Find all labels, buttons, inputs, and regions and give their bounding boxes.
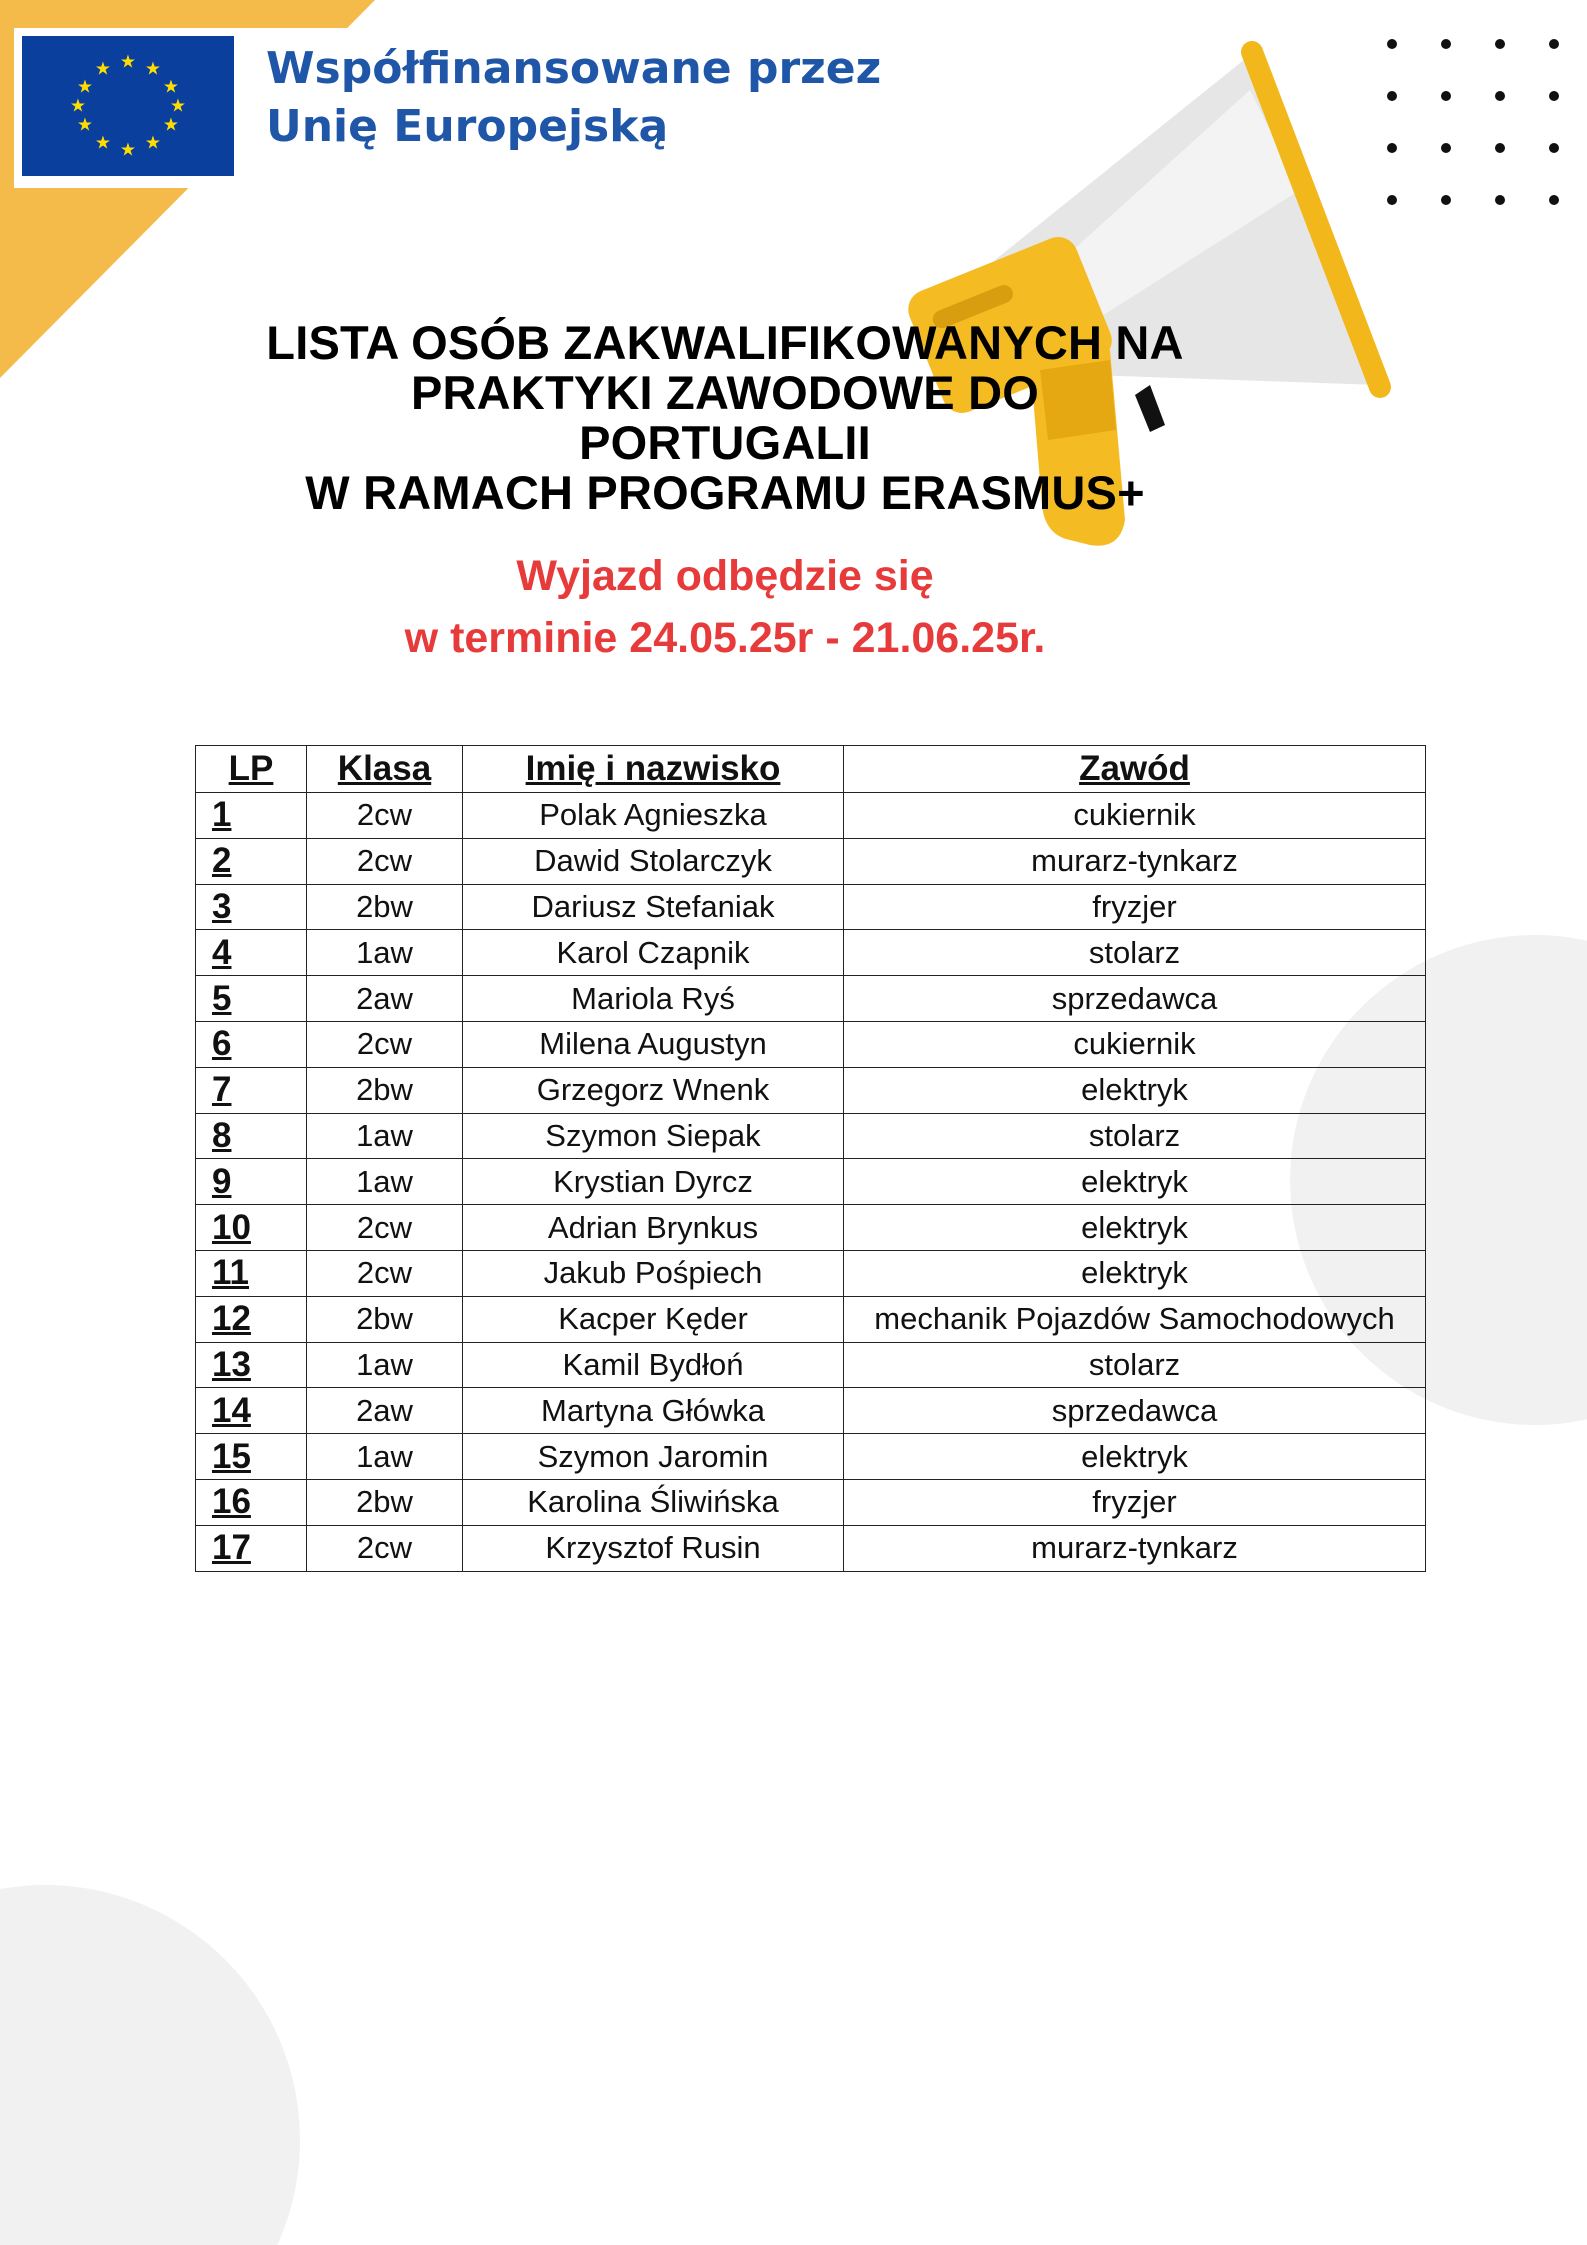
cell-profession: elektryk [844, 1159, 1426, 1205]
svg-text:★: ★ [119, 139, 137, 161]
cell-lp: 8 [196, 1113, 307, 1159]
table-row [196, 1479, 1426, 1525]
svg-text:★: ★ [76, 114, 94, 136]
title-line: W RAMACH PROGRAMU ERASMUS+ [305, 466, 1145, 519]
table-row [196, 1067, 1426, 1113]
table-header-row [196, 746, 1426, 793]
table-row [196, 1205, 1426, 1251]
column-header-lp: LP [196, 746, 307, 793]
column-header-zawod: Zawód [844, 746, 1426, 793]
svg-text:★: ★ [119, 51, 137, 73]
cell-lp: 6 [196, 1021, 307, 1067]
bottom-left-circle-decoration [0, 1885, 300, 2245]
cell-klasa: 2cw [307, 838, 463, 884]
cell-name: Mariola Ryś [463, 976, 844, 1022]
table-row [196, 1434, 1426, 1480]
cell-name: Krzysztof Rusin [463, 1525, 844, 1571]
cell-klasa: 2cw [307, 1205, 463, 1251]
cell-profession: stolarz [844, 1113, 1426, 1159]
cell-profession: elektryk [844, 1067, 1426, 1113]
table-row [196, 1525, 1426, 1571]
cell-profession: sprzedawca [844, 1388, 1426, 1434]
cell-klasa: 2aw [307, 1388, 463, 1434]
cell-lp: 5 [196, 976, 307, 1022]
cell-name: Milena Augustyn [463, 1021, 844, 1067]
cell-lp: 14 [196, 1388, 307, 1434]
cell-klasa: 2aw [307, 976, 463, 1022]
eu-logo-line: Współfinansowane przez [266, 43, 882, 94]
table-row [196, 1388, 1426, 1434]
cell-profession: murarz-tynkarz [844, 838, 1426, 884]
table-row [196, 976, 1426, 1022]
column-header-klasa: Klasa [307, 746, 463, 793]
svg-text:★: ★ [76, 76, 94, 98]
cell-klasa: 2bw [307, 1479, 463, 1525]
svg-text:★: ★ [162, 76, 180, 98]
table-row [196, 793, 1426, 839]
title-line: PRAKTYKI ZAWODOWE DO [410, 366, 1040, 419]
table-row [196, 884, 1426, 930]
cell-profession: stolarz [844, 930, 1426, 976]
cell-profession: elektryk [844, 1434, 1426, 1480]
dot-grid-decoration [1380, 35, 1570, 215]
cell-profession: elektryk [844, 1205, 1426, 1251]
cell-klasa: 1aw [307, 1159, 463, 1205]
cell-profession: stolarz [844, 1342, 1426, 1388]
cell-klasa: 2cw [307, 1021, 463, 1067]
eu-logo-line: Unię Europejską [266, 101, 669, 152]
cell-name: Karolina Śliwińska [463, 1479, 844, 1525]
cell-klasa: 1aw [307, 930, 463, 976]
cell-name: Dariusz Stefaniak [463, 884, 844, 930]
table-row [196, 1296, 1426, 1342]
cell-name: Grzegorz Wnenk [463, 1067, 844, 1113]
cell-klasa: 1aw [307, 1434, 463, 1480]
cell-klasa: 2cw [307, 793, 463, 839]
cell-profession: mechanik Pojazdów Samochodowych [844, 1296, 1426, 1342]
cell-name: Kamil Bydłoń [463, 1342, 844, 1388]
subtitle-line: Wyjazd odbędzie się [516, 552, 934, 600]
cell-profession: cukiernik [844, 1021, 1426, 1067]
cell-name: Martyna Główka [463, 1388, 844, 1434]
eu-cofunding-logo [14, 28, 909, 188]
table-row [196, 930, 1426, 976]
cell-klasa: 2bw [307, 884, 463, 930]
table-row [196, 1021, 1426, 1067]
cell-klasa: 1aw [307, 1113, 463, 1159]
subtitle-line: w terminie 24.05.25r - 21.06.25r. [404, 614, 1046, 662]
cell-name: Jakub Pośpiech [463, 1250, 844, 1296]
cell-klasa: 2cw [307, 1250, 463, 1296]
cell-lp: 15 [196, 1434, 307, 1480]
table-row [196, 838, 1426, 884]
cell-klasa: 1aw [307, 1342, 463, 1388]
cell-lp: 12 [196, 1296, 307, 1342]
cell-klasa: 2bw [307, 1067, 463, 1113]
cell-lp: 4 [196, 930, 307, 976]
table-row [196, 1342, 1426, 1388]
cell-name: Szymon Jaromin [463, 1434, 844, 1480]
cell-lp: 1 [196, 793, 307, 839]
cell-lp: 11 [196, 1250, 307, 1296]
svg-text:★: ★ [169, 95, 187, 117]
cell-lp: 7 [196, 1067, 307, 1113]
cell-profession: sprzedawca [844, 976, 1426, 1022]
svg-text:★: ★ [94, 58, 112, 80]
page-title [150, 318, 1300, 518]
cell-name: Adrian Brynkus [463, 1205, 844, 1251]
svg-text:★: ★ [144, 132, 162, 154]
cell-name: Krystian Dyrcz [463, 1159, 844, 1205]
cell-profession: elektryk [844, 1250, 1426, 1296]
cell-profession: fryzjer [844, 1479, 1426, 1525]
table-row [196, 1113, 1426, 1159]
cell-lp: 13 [196, 1342, 307, 1388]
qualified-students-table [195, 745, 1426, 1572]
cell-lp: 3 [196, 884, 307, 930]
cell-profession: cukiernik [844, 793, 1426, 839]
cell-profession: murarz-tynkarz [844, 1525, 1426, 1571]
cell-name: Szymon Siepak [463, 1113, 844, 1159]
cell-klasa: 2cw [307, 1525, 463, 1571]
svg-text:★: ★ [162, 114, 180, 136]
svg-text:★: ★ [144, 58, 162, 80]
title-line: PORTUGALII [579, 416, 871, 469]
svg-text:★: ★ [69, 95, 87, 117]
cell-profession: fryzjer [844, 884, 1426, 930]
cell-lp: 17 [196, 1525, 307, 1571]
cell-lp: 16 [196, 1479, 307, 1525]
table-row [196, 1159, 1426, 1205]
cell-lp: 2 [196, 838, 307, 884]
eu-flag-icon [22, 36, 234, 176]
cell-lp: 9 [196, 1159, 307, 1205]
table-row [196, 1250, 1426, 1296]
trip-dates-subtitle [150, 545, 1300, 669]
svg-text:★: ★ [94, 132, 112, 154]
title-line: LISTA OSÓB ZAKWALIFIKOWANYCH NA [266, 316, 1184, 369]
cell-name: Karol Czapnik [463, 930, 844, 976]
eu-stars-icon [22, 36, 234, 176]
cell-name: Polak Agnieszka [463, 793, 844, 839]
cell-klasa: 2bw [307, 1296, 463, 1342]
eu-logo-text [266, 40, 881, 156]
cell-name: Kacper Kęder [463, 1296, 844, 1342]
cell-lp: 10 [196, 1205, 307, 1251]
cell-name: Dawid Stolarczyk [463, 838, 844, 884]
column-header-imie-i-nazwisko: Imię i nazwisko [463, 746, 844, 793]
